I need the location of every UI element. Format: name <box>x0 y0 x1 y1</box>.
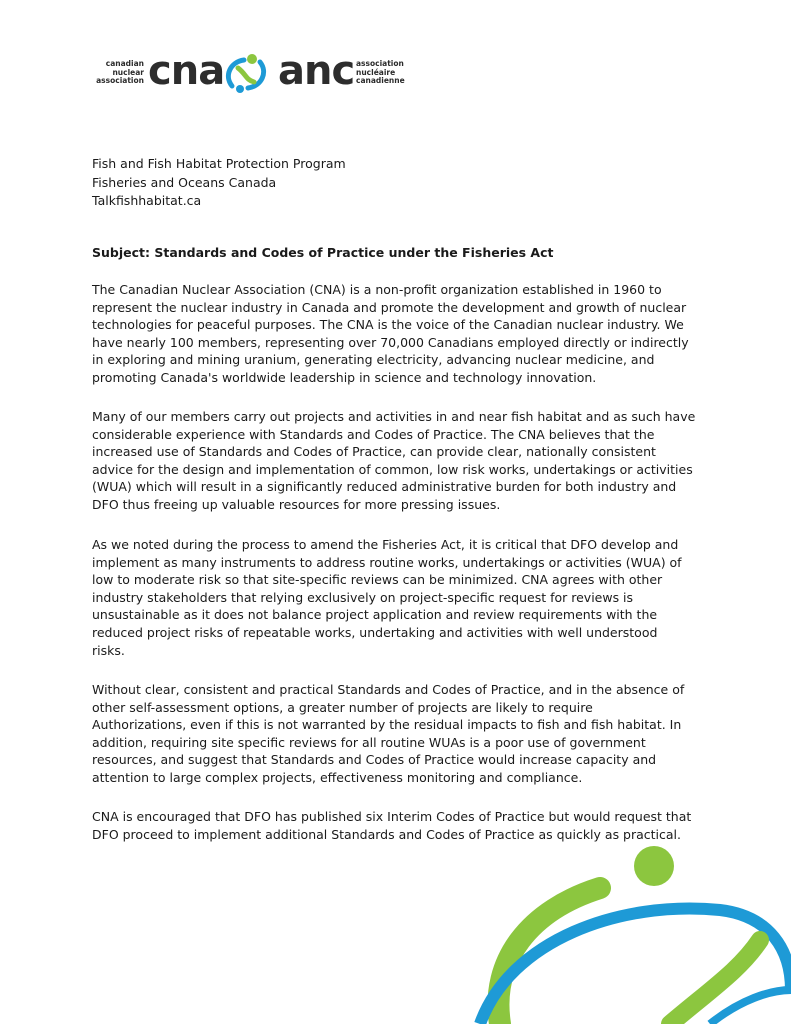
logo-abbr-french: anc <box>278 48 355 94</box>
text-line: in exploring and mining uranium, generating electricity, advancing nuclear medicine, and <box>92 352 655 368</box>
text-line: implement as many instruments to address routine works, undertakings or activities (WUA) of <box>92 554 682 570</box>
logo-word: canadienne <box>356 76 405 85</box>
logo-atom-icon <box>218 52 274 96</box>
text-line: Many of our members carry out projects and activities in and near fish habitat and as such have <box>92 409 696 424</box>
text-line: have nearly 100 members, representing over 70,000 Canadians employed directly or indirectly <box>92 334 689 350</box>
text-line: risks. <box>92 642 125 658</box>
logo-word: canadian <box>105 59 144 68</box>
paragraph-without <box>92 681 702 787</box>
text-line: increased use of Standards and Codes of Practice, can provide clear, nationally consistent <box>92 444 656 460</box>
logo-word: nucléaire <box>356 67 396 77</box>
address-line: Fish and Fish Habitat Protection Program <box>92 156 346 171</box>
address-line: Talkfishhabitat.ca <box>92 193 202 208</box>
logo-french-name <box>356 60 426 86</box>
text-line: Authorizations, even if this is not warranted by the residual impacts to fish and fish habitat. In <box>92 717 682 733</box>
text-line: considerable experience with Standards and Codes of Practice. The CNA believes that the <box>92 426 655 442</box>
logo-word: association <box>96 76 144 85</box>
text-line: industry stakeholders that relying exclusively on project-specific request for reviews is <box>92 589 634 605</box>
text-line: represent the nuclear industry in Canada and promote the development and growth of nuclear <box>92 299 687 315</box>
logo-word: association <box>356 59 404 68</box>
text-line: CNA is encouraged that DFO has published six Interim Codes of Practice but would request that <box>92 809 692 824</box>
decorative-swoosh-graphic <box>470 840 791 1024</box>
text-line: Without clear, consistent and practical Standards and Codes of Practice, and in the absence of <box>92 682 685 697</box>
cna-logo <box>96 48 406 98</box>
text-line: reduced project risks of repeatable works, undertaking and activities with well understood <box>92 624 658 640</box>
text-line: addition, requiring site specific reviews for all routine WUAs is a poor use of government <box>92 734 646 750</box>
text-line: (WUA) which will result in a significantly reduced administrative burden for both industry and <box>92 479 677 495</box>
text-line: advice for the design and implementation of common, low risk works, undertakings or activities <box>92 461 693 477</box>
address-line: Fisheries and Oceans Canada <box>92 174 277 190</box>
logo-word: nuclear <box>112 67 144 77</box>
logo-abbr-english: cna <box>148 48 225 94</box>
text-line: As we noted during the process to amend the Fisheries Act, it is critical that DFO develop and <box>92 537 679 552</box>
logo-english-name <box>96 60 144 86</box>
subject-line: Subject: Standards and Codes of Practice under the Fisheries Act <box>92 245 554 260</box>
text-line: The Canadian Nuclear Association (CNA) is a non-profit organization established in 1960 to <box>92 282 662 297</box>
recipient-address <box>92 155 346 211</box>
text-line: resources, and suggest that Standards and Codes of Practice would increase capacity and <box>92 752 657 768</box>
text-line: DFO thus freeing up valuable resources for more pressing issues. <box>92 496 501 512</box>
text-line: low to moderate risk so that site-specific reviews can be minimized. CNA agrees with other <box>92 572 663 588</box>
paragraph-members <box>92 408 702 514</box>
text-line: technologies for peaceful purposes. The CNA is the voice of the Canadian nuclear industry. We <box>92 317 684 333</box>
paragraph-intro <box>92 281 702 387</box>
text-line: other self-assessment options, a greater number of projects are likely to require <box>92 699 593 715</box>
text-line: promoting Canada's worldwide leadership in science and technology innovation. <box>92 369 597 385</box>
text-line: DFO proceed to implement additional Standards and Codes of Practice as quickly as practical. <box>92 826 682 842</box>
text-line: attention to large complex projects, effectiveness monitoring and compliance. <box>92 769 583 785</box>
paragraph-encouraged <box>92 808 702 843</box>
paragraph-amend <box>92 536 702 659</box>
text-line: unsustainable as it does not balance project application and review requirements with the <box>92 607 658 623</box>
